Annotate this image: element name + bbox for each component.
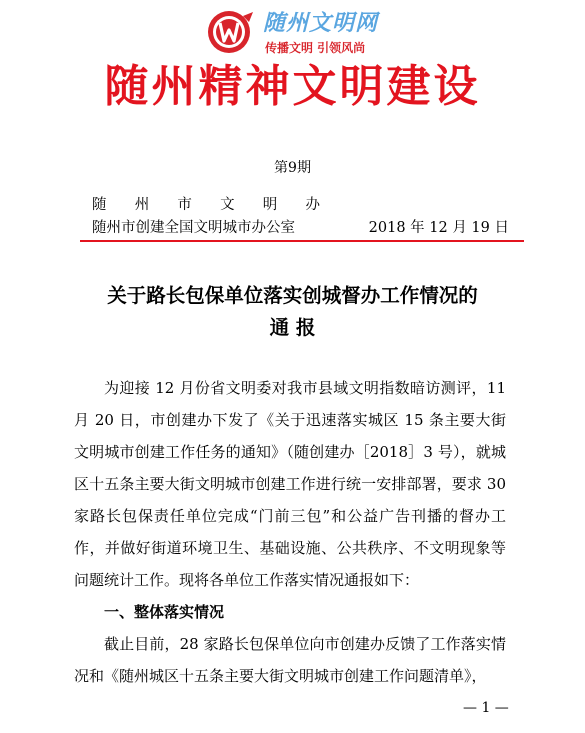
header-divider — [80, 240, 524, 242]
document-title-line-2: 通 报 — [269, 316, 316, 339]
section-heading: 一、整体落实情况 — [104, 603, 225, 621]
body-paragraph: 截止目前，28 家路长包保单位向市创建办反馈了工作落实情况和《随州城区十五条主要大街文明城市创建工作问题清单》， — [74, 635, 506, 685]
logo-slogan: 传播文明 引领风尚 — [265, 41, 366, 55]
issuer-line-2: 随州市创建全国文明城市办公室 — [92, 220, 295, 236]
issuer-line-1: 随州市文明办 — [92, 197, 320, 213]
document-body — [74, 372, 506, 692]
document-title-line-1: 关于路长包保单位落实创城督办工作情况的 — [107, 284, 478, 307]
masthead: 随州精神文明建设 — [104, 61, 481, 112]
logo-name: 随州文明网 — [263, 11, 379, 36]
red-circle-emblem-icon — [203, 8, 259, 56]
body-paragraph: 为迎接 12 月份省文明委对我市县域文明指数暗访测评，11 月 20 日，市创建办下发了《关于迅速落实城区 15 条主要大街文明城市创建工作任务的通知》（随创建办［2018］3 号），就城区十五条主要大街文明城市创建工作进行统一安排部署，要求 30 家路长包保责任单位完成“门前三包”和公益广告刊播的督办工作，并做好街道环境卫生、基础设施、公共秩序、不文明现象等问题统计工作。现将各单位工作落实情况通报如下： — [74, 379, 506, 589]
page-number: — 1 — — [463, 700, 509, 716]
issue-date: 2018 年 12 月 19 日 — [368, 220, 509, 236]
issue-number: 第9期 — [274, 160, 311, 176]
